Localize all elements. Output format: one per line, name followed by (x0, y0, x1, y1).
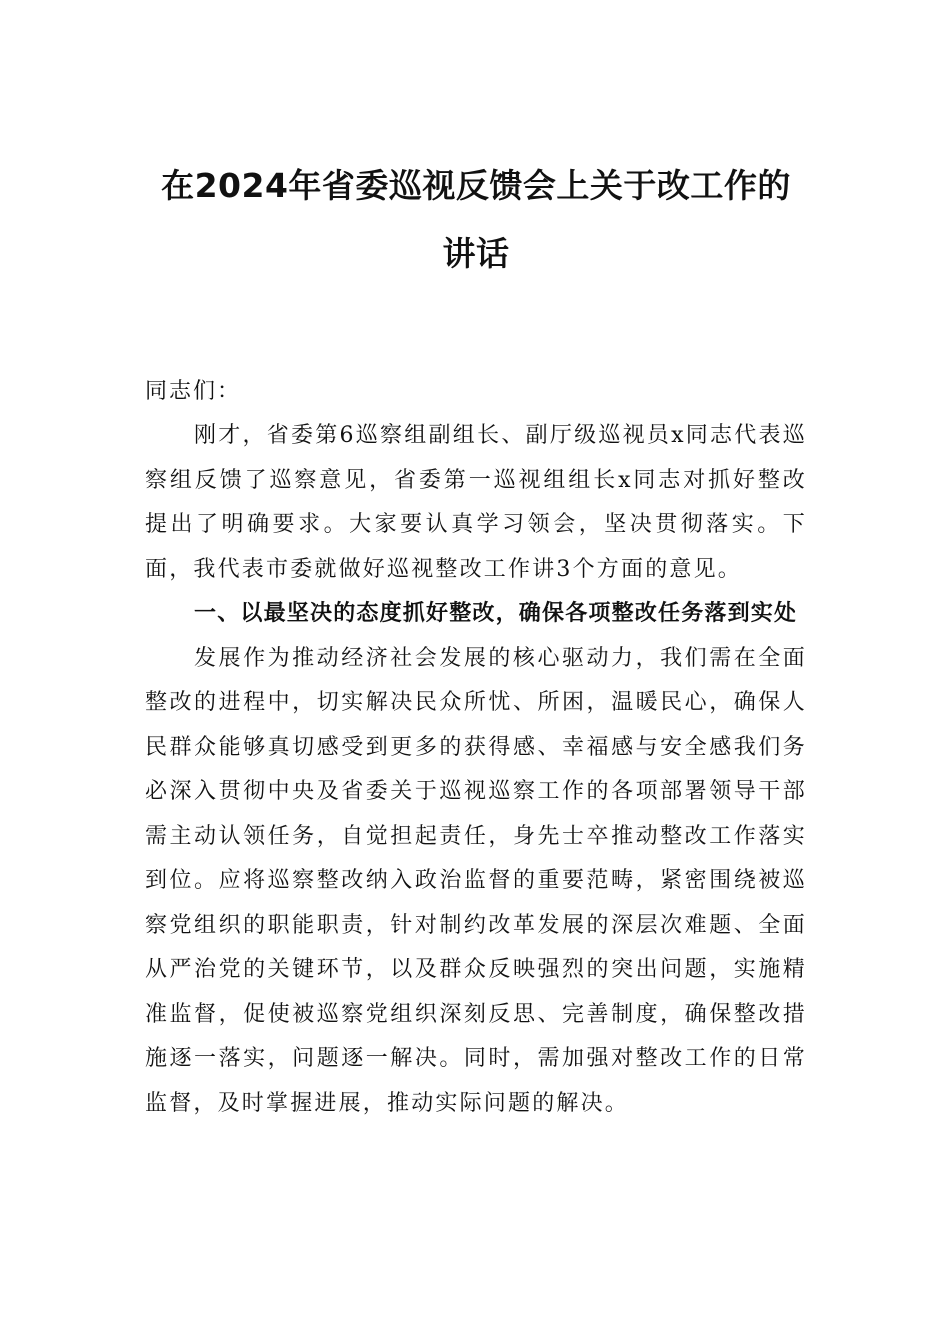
paragraph-intro: 刚才，省委第6巡察组副组长、副厅级巡视员x同志代表巡察组反馈了巡察意见，省委第一巡视组组长x同志对抓好整改提出了明确要求。大家要认真学习领会，坚决贯彻落实。下面，我代表市委就做好巡视整改工作讲3个方面的意见。 (145, 423, 807, 582)
document-title (133, 160, 819, 280)
section-heading-1: 一、以最坚决的态度抓好整改，确保各项整改任务落到实处 (194, 601, 798, 626)
document-page (145, 160, 807, 1126)
title-line-1: 在2024年省委巡视反馈会上关于改工作的 (161, 166, 791, 205)
title-line-2: 讲话 (442, 234, 510, 273)
paragraph-section-1: 发展作为推动经济社会发展的核心驱动力，我们需在全面整改的进程中，切实解决民众所忧、所困，温暖民心，确保人民群众能够真切感受到更多的获得感、幸福感与安全感我们务必深入贯彻中央及省委关于巡视巡察工作的各项部署领导干部需主动认领任务，自觉担起责任，身先士卒推动整改工作落实到位。应将巡察整改纳入政治监督的重要范畴，紧密围绕被巡察党组织的职能职责，针对制约改革发展的深层次难题、全面从严治党的关键环节，以及群众反映强烈的突出问题，实施精准监督，促使被巡察党组织深刻反思、完善制度，确保整改措施逐一落实，问题逐一解决。同时，需加强对整改工作的日常监督，及时掌握进展，推动实际问题的解决。 (145, 645, 807, 1116)
salutation: 同志们： (145, 379, 242, 404)
